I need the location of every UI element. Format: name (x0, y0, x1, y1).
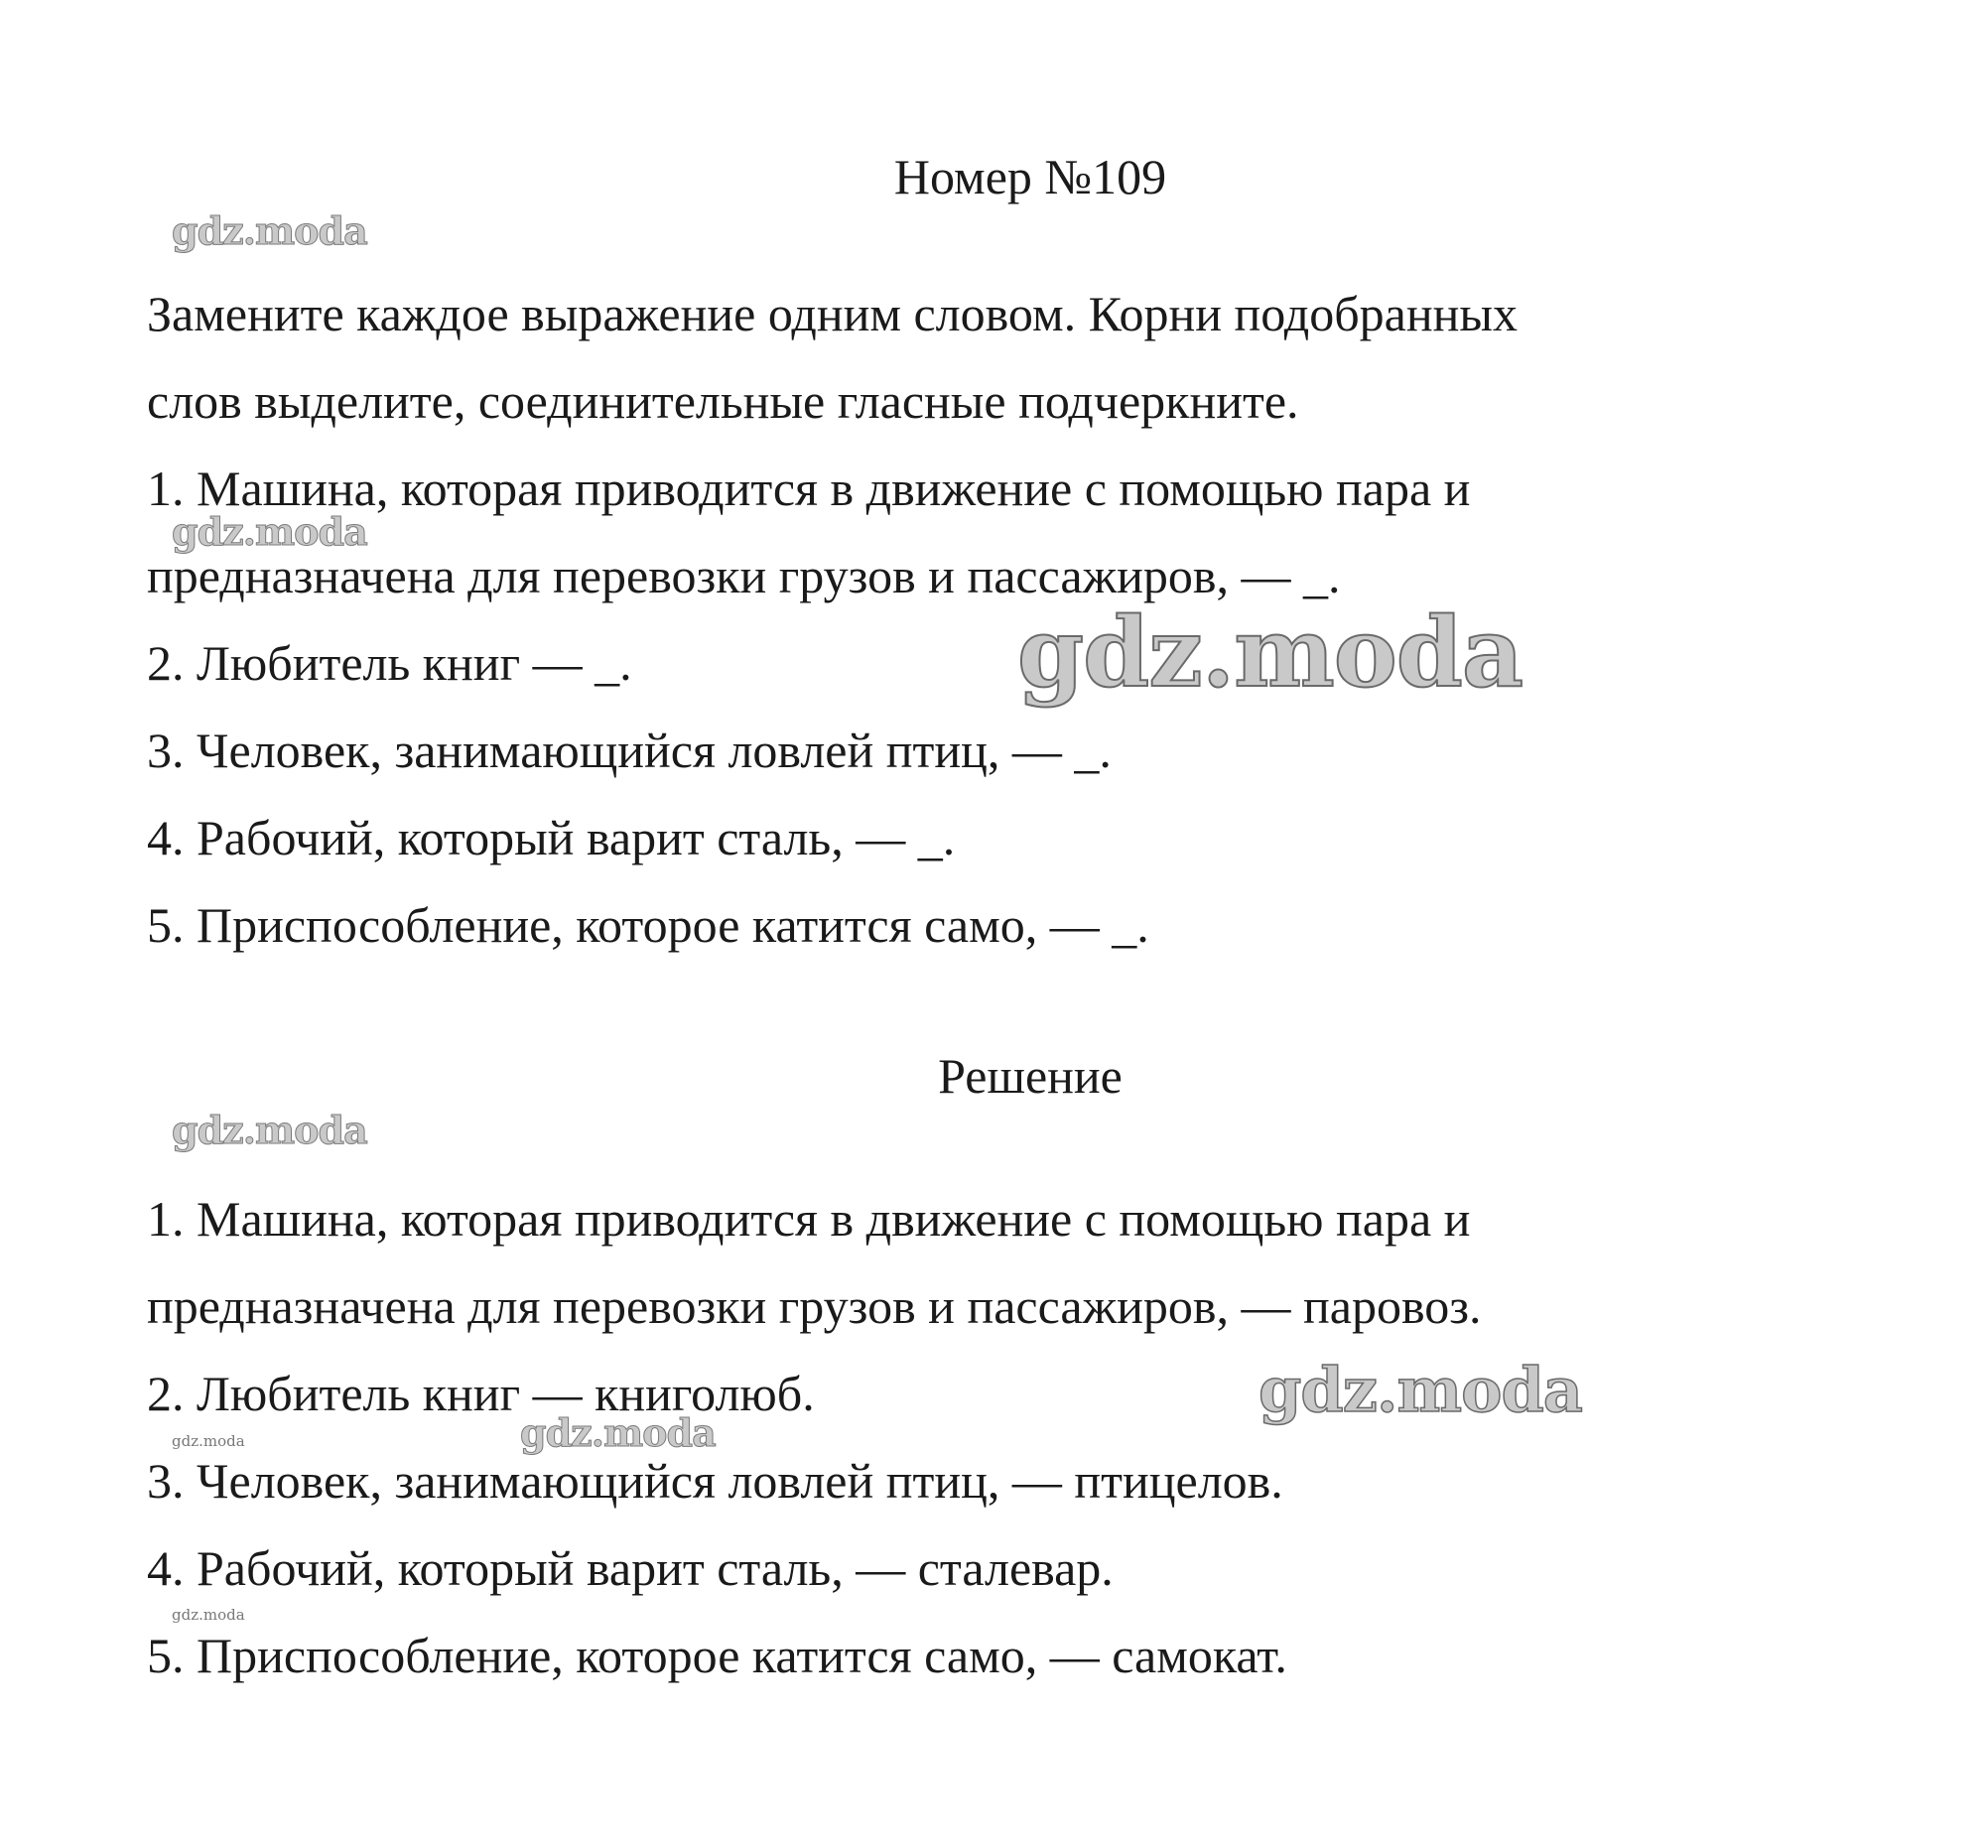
watermark: gdz.moda (172, 1432, 245, 1450)
task-item-2: 2. Любитель книг — _. (147, 635, 632, 691)
watermark: gdz.moda (172, 1606, 245, 1624)
watermark: gdz.moda (172, 208, 367, 253)
solution-item-5: 5. Приспособление, которое катится само, — самокат. (147, 1628, 1287, 1683)
solution-title: Решение (938, 1048, 1123, 1104)
instruction-line-1: Замените каждое выражение одним словом. Корни подобранных (147, 286, 1518, 341)
solution-item-2: 2. Любитель книг — книголюб. (147, 1366, 815, 1421)
instruction-line-2: слов выделите, соединительные гласные подчеркните. (147, 373, 1299, 429)
watermark: gdz.moda (172, 1108, 367, 1152)
solution-item-1b: предназначена для перевозки грузов и пассажиров, — паровоз. (147, 1278, 1482, 1334)
solution-item-1a: 1. Машина, которая приводится в движение с помощью пара и (147, 1191, 1471, 1247)
watermark: gdz.moda (520, 1410, 716, 1455)
watermark: gdz.moda (1259, 1354, 1582, 1426)
task-item-1a: 1. Машина, которая приводится в движение с помощью пара и (147, 461, 1471, 516)
task-item-3: 3. Человек, занимающийся ловлей птиц, — _. (147, 723, 1112, 778)
watermark: gdz.moda (1017, 596, 1524, 709)
task-title: Номер №109 (893, 149, 1167, 204)
task-item-5: 5. Приспособление, которое катится само, — _. (147, 897, 1149, 953)
task-item-4: 4. Рабочий, который варит сталь, — _. (147, 810, 956, 865)
task-item-1b: предназначена для перевозки грузов и пассажиров, — _. (147, 548, 1341, 603)
solution-item-4: 4. Рабочий, который варит сталь, — сталевар. (147, 1540, 1114, 1596)
watermark: gdz.moda (172, 509, 367, 554)
solution-item-3: 3. Человек, занимающийся ловлей птиц, — птицелов. (147, 1453, 1283, 1509)
